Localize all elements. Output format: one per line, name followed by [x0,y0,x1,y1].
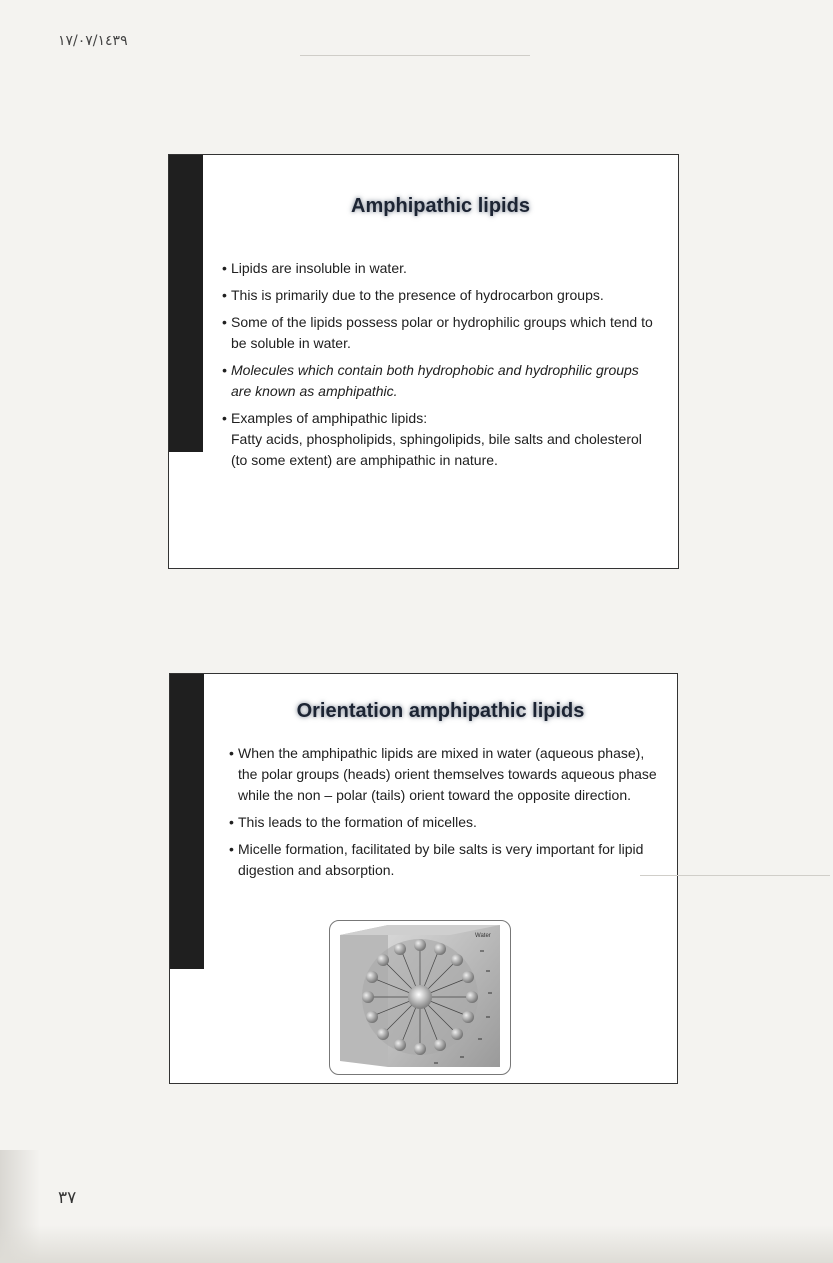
slide-title: Amphipathic lipids [351,195,530,217]
slide-side-bar [170,674,204,969]
slide-amphipathic-lipids [168,154,679,569]
bullet-item: • Lipids are insoluble in water. [222,258,662,279]
scan-artifact-line [640,875,830,876]
page-shadow-bottom [0,1225,833,1263]
slide-side-bar [169,155,203,452]
bullet-item: • Some of the lipids possess polar or hydrophilic groups which tend to be soluble in water. [222,312,662,354]
bullet-item: • When the amphipathic lipids are mixed in water (aqueous phase), the polar groups (heads) orient themselves towards aqueous phase while the non – polar (tails) orient toward the opposite direction. [229,743,659,806]
bullet-item: • This is primarily due to the presence of hydrocarbon groups. [222,285,662,306]
header-rule [300,55,530,56]
handwritten-date: ١٧/٠٧/١٤٣٩ [58,33,128,49]
micelle-diagram [329,920,511,1075]
slide-title: Orientation amphipathic lipids [296,700,585,722]
bullet-list [222,258,662,477]
bullet-item: • This leads to the formation of micelles. [229,812,659,833]
bullet-item-examples: • Examples of amphipathic lipids: Fatty acids, phospholipids, sphingolipids, bile salts and cholesterol (to some extent) are amphipathic in nature. [222,408,662,471]
bullet-item-definition: • Molecules which contain both hydrophobic and hydrophilic groups are known as amphipathic. [222,360,662,402]
water-label: Water [475,933,491,939]
bullet-list [229,743,659,887]
bullet-item: • Micelle formation, facilitated by bile salts is very important for lipid digestion and absorption. [229,839,659,881]
examples-text: Fatty acids, phospholipids, sphingolipids, bile salts and cholesterol (to some extent) are amphipathic in nature. [231,431,642,468]
slide-orientation-amphipathic-lipids [169,673,678,1084]
micelle-diagram-icon [330,921,510,1074]
page-number: ٣٧ [58,1188,77,1208]
